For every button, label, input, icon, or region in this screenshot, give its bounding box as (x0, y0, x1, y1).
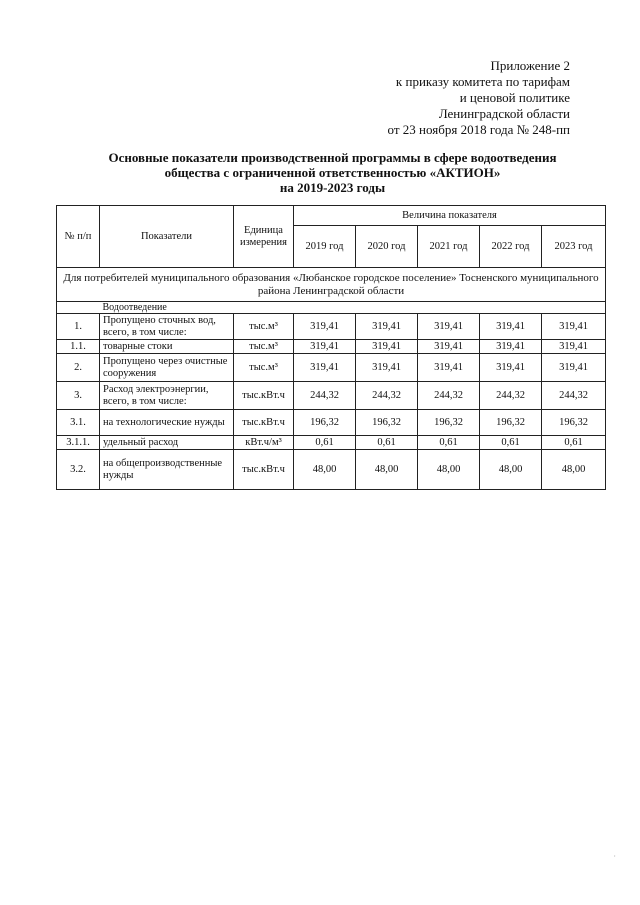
row-value: 48,00 (418, 450, 480, 490)
header-num: № п/п (57, 206, 100, 268)
scan-mark: · (613, 852, 616, 861)
title-line: общества с ограниченной ответственностью «АКТИОН» (164, 165, 501, 180)
row-value: 319,41 (294, 340, 356, 354)
row-value: 0,61 (480, 436, 542, 450)
header-year: 2019 год (294, 226, 356, 268)
appendix-line: и ценовой политике (459, 90, 570, 105)
row-value: 48,00 (542, 450, 606, 490)
row-name: товарные стоки (100, 340, 234, 354)
title-line: Основные показатели производственной программы в сфере водоотведения (108, 150, 557, 165)
row-value: 48,00 (356, 450, 418, 490)
row-unit: тыс.м³ (234, 340, 294, 354)
row-value: 319,41 (542, 340, 606, 354)
row-value: 319,41 (480, 354, 542, 382)
row-value: 244,32 (294, 382, 356, 410)
header-year: 2021 год (418, 226, 480, 268)
row-num: 1. (57, 314, 100, 340)
table-row (57, 382, 606, 410)
appendix-header (388, 58, 570, 138)
section-label: Водоотведение (100, 302, 606, 314)
appendix-line: к приказу комитета по тарифам (395, 74, 570, 89)
row-value: 48,00 (294, 450, 356, 490)
row-value: 196,32 (356, 410, 418, 436)
table-row (57, 340, 606, 354)
row-name: на общепроизводственные нужды (100, 450, 234, 490)
row-value: 319,41 (294, 314, 356, 340)
table-row (57, 314, 606, 340)
row-name: Расход электроэнергии, всего, в том числе: (100, 382, 234, 410)
row-value: 48,00 (480, 450, 542, 490)
row-num: 2. (57, 354, 100, 382)
row-value: 244,32 (418, 382, 480, 410)
appendix-line: Приложение 2 (490, 58, 570, 73)
header-unit: Единица измерения (234, 206, 294, 268)
row-num: 3.1.1. (57, 436, 100, 450)
row-value: 0,61 (356, 436, 418, 450)
row-value: 0,61 (294, 436, 356, 450)
row-value: 319,41 (418, 314, 480, 340)
row-name: Пропущено через очистные сооружения (100, 354, 234, 382)
table-row (57, 436, 606, 450)
row-value: 319,41 (480, 340, 542, 354)
row-value: 244,32 (480, 382, 542, 410)
row-value: 319,41 (356, 314, 418, 340)
row-value: 244,32 (542, 382, 606, 410)
row-unit: тыс.м³ (234, 354, 294, 382)
row-value: 319,41 (294, 354, 356, 382)
row-value: 244,32 (356, 382, 418, 410)
header-value-group: Величина показателя (294, 206, 606, 226)
row-num: 3.1. (57, 410, 100, 436)
header-year: 2023 год (542, 226, 606, 268)
row-name: Пропущено сточных вод, всего, в том числе: (100, 314, 234, 340)
header-indicator: Показатели (100, 206, 234, 268)
indicators-table (56, 205, 606, 490)
row-unit: тыс.кВт.ч (234, 410, 294, 436)
row-value: 0,61 (418, 436, 480, 450)
row-unit: кВт.ч/м³ (234, 436, 294, 450)
row-value: 196,32 (294, 410, 356, 436)
row-value: 319,41 (418, 354, 480, 382)
row-value: 319,41 (356, 354, 418, 382)
row-name: на технологические нужды (100, 410, 234, 436)
row-value: 319,41 (542, 314, 606, 340)
table-row (57, 450, 606, 490)
row-name: удельный расход (100, 436, 234, 450)
header-year: 2022 год (480, 226, 542, 268)
row-unit: тыс.м³ (234, 314, 294, 340)
row-value: 319,41 (542, 354, 606, 382)
row-value: 196,32 (418, 410, 480, 436)
header-year: 2020 год (356, 226, 418, 268)
row-num: 3. (57, 382, 100, 410)
row-num: 3.2. (57, 450, 100, 490)
row-value: 319,41 (418, 340, 480, 354)
appendix-line: Ленинградской области (438, 106, 570, 121)
row-value: 319,41 (480, 314, 542, 340)
row-unit: тыс.кВт.ч (234, 382, 294, 410)
row-num: 1.1. (57, 340, 100, 354)
table-row (57, 354, 606, 382)
consumer-group-label: Для потребителей муниципального образования «Любанское городское поселение» Тосненского муниципального района Ленинградской области (57, 268, 606, 302)
row-value: 0,61 (542, 436, 606, 450)
appendix-line: от 23 ноября 2018 года № 248-пп (387, 122, 570, 137)
row-value: 196,32 (542, 410, 606, 436)
row-value: 196,32 (480, 410, 542, 436)
table-row (57, 410, 606, 436)
title-line: на 2019-2023 годы (279, 180, 386, 195)
document-title (60, 150, 605, 195)
row-value: 319,41 (356, 340, 418, 354)
row-unit: тыс.кВт.ч (234, 450, 294, 490)
